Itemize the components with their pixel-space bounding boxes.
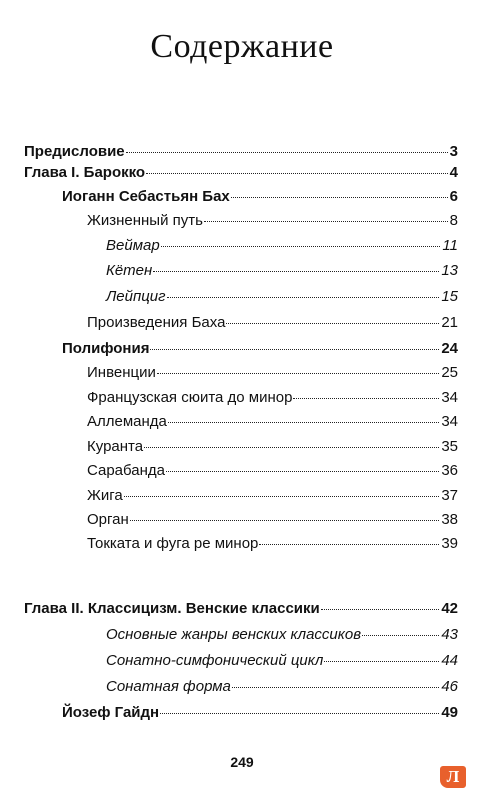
toc-entry-page: 11 [442, 237, 458, 254]
leader-dots [168, 422, 439, 423]
toc-entry-page: 8 [449, 212, 458, 229]
toc-entry-sonata-cycle[interactable] [106, 651, 458, 671]
toc-entry-label: Сонатно-симфонический цикл [106, 652, 324, 669]
publisher-logo: Л [440, 766, 466, 788]
toc-entry-page: 44 [441, 652, 458, 669]
toc-entry-organ[interactable] [87, 510, 458, 530]
toc-entry-allemande[interactable] [87, 412, 458, 432]
toc-entry-label: Йозеф Гайдн [62, 704, 160, 721]
leader-dots [130, 520, 440, 521]
toc-entry-label: Токката и фуга ре минор [87, 535, 259, 552]
leader-dots [226, 323, 439, 324]
toc-entry-label: Французская сюита до минор [87, 389, 293, 406]
toc-entry-haydn[interactable] [62, 703, 458, 723]
leader-dots [126, 152, 448, 153]
toc-entry-page: 21 [441, 314, 458, 331]
toc-entry-works[interactable] [87, 313, 458, 333]
leader-dots [124, 496, 440, 497]
toc-entry-label: Аллеманда [87, 413, 167, 430]
toc-entry-page: 25 [441, 364, 458, 381]
toc-entry-inventions[interactable] [87, 363, 458, 383]
toc-entry-label: Полифония [62, 340, 150, 357]
toc-entry-label: Кётен [106, 262, 153, 279]
toc-entry-page: 24 [441, 340, 458, 357]
toc-entry-polyphony[interactable] [62, 339, 458, 359]
toc-entry-page: 46 [441, 678, 458, 695]
toc-entry-page: 15 [441, 288, 458, 305]
leader-dots [293, 398, 439, 399]
leader-dots [204, 221, 448, 222]
leader-dots [167, 297, 440, 298]
toc-entry-page: 43 [441, 626, 458, 643]
toc-entry-page: 13 [441, 262, 458, 279]
toc-entry-label: Куранта [87, 438, 144, 455]
leader-dots [231, 197, 448, 198]
leader-dots [161, 246, 441, 247]
toc-entry-label: Жига [87, 487, 123, 504]
toc-entry-page: 39 [441, 535, 458, 552]
toc-entry-label: Лейпциг [106, 288, 166, 305]
toc-entry-page: 34 [441, 389, 458, 406]
leader-dots [150, 349, 439, 350]
leader-dots [362, 635, 439, 636]
toc-entry-label: Произведения Баха [87, 314, 226, 331]
leader-dots [153, 271, 439, 272]
toc-entry-label: Глава II. Классицизм. Венские классики [24, 600, 320, 617]
leader-dots [324, 661, 439, 662]
toc-entry-sonata-form[interactable] [106, 677, 458, 697]
toc-entry-toccata[interactable] [87, 534, 458, 554]
toc-entry-preface[interactable] [24, 142, 458, 162]
toc-entry-courante[interactable] [87, 437, 458, 457]
page-title: Содержание [150, 28, 334, 65]
toc-entry-gigue[interactable] [87, 486, 458, 506]
toc-entry-genres[interactable] [106, 625, 458, 645]
toc-entry-label: Предисловие [24, 143, 125, 160]
leader-dots [259, 544, 439, 545]
toc-entry-weimar[interactable] [106, 236, 458, 256]
toc-entry-label: Иоганн Себастьян Бах [62, 188, 230, 205]
leader-dots [160, 713, 439, 714]
toc-entry-label: Сарабанда [87, 462, 165, 479]
toc-entry-page: 35 [441, 438, 458, 455]
toc-entry-page: 3 [449, 143, 458, 160]
toc-entry-page: 6 [449, 188, 458, 205]
leader-dots [166, 471, 439, 472]
toc-entry-page: 38 [441, 511, 458, 528]
toc-entry-leipzig[interactable] [106, 287, 458, 307]
toc-entry-page: 49 [441, 704, 458, 721]
toc-entry-koethen[interactable] [106, 261, 458, 281]
leader-dots [144, 447, 439, 448]
toc-entry-label: Сонатная форма [106, 678, 231, 695]
leader-dots [232, 687, 439, 688]
toc-entry-label: Глава I. Барокко [24, 164, 146, 181]
toc-entry-label: Жизненный путь [87, 212, 203, 229]
toc-entry-label: Основные жанры венских классиков [106, 626, 362, 643]
toc-entry-label: Орган [87, 511, 129, 528]
toc-entry-chapter-2[interactable] [24, 599, 458, 619]
toc-entry-page: 37 [441, 487, 458, 504]
toc-entry-french-suite[interactable] [87, 388, 458, 408]
toc-entry-page: 42 [441, 600, 458, 617]
leader-dots [157, 373, 439, 374]
toc-entry-page: 34 [441, 413, 458, 430]
toc-entry-chapter-1[interactable] [24, 163, 458, 183]
toc-entry-label: Инвенции [87, 364, 156, 381]
leader-dots [146, 173, 448, 174]
toc-entry-label: Веймар [106, 237, 160, 254]
toc-entry-bach[interactable] [62, 187, 458, 207]
page-number: 249 [230, 754, 254, 770]
toc-entry-page: 36 [441, 462, 458, 479]
toc-entry-sarabande[interactable] [87, 461, 458, 481]
toc-entry-life[interactable] [87, 211, 458, 231]
leader-dots [321, 609, 440, 610]
toc-entry-page: 4 [449, 164, 458, 181]
